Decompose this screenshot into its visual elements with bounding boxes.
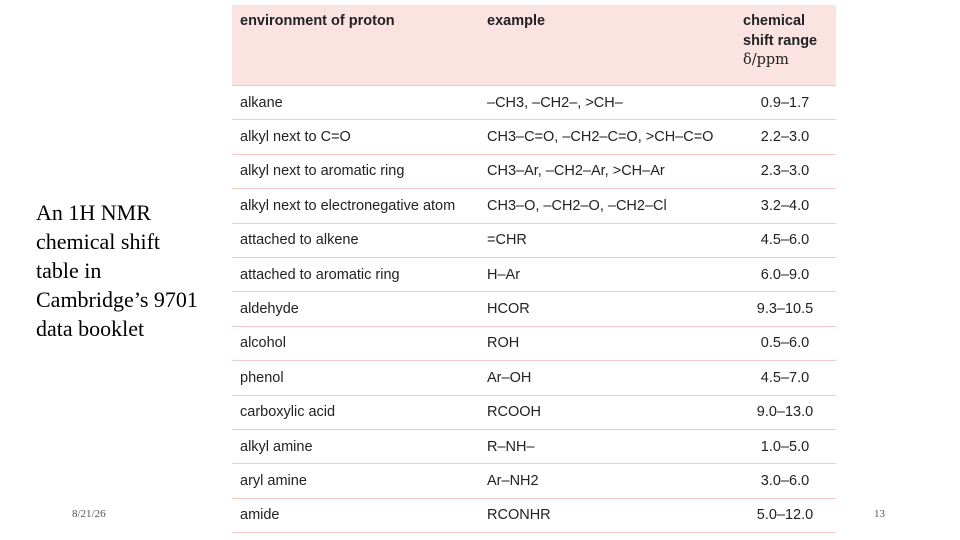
cell-example: Ar–NH2 bbox=[479, 464, 734, 498]
cell-example: CH3–C=O, –CH2–C=O, >CH–C=O bbox=[479, 120, 734, 154]
cell-environment: attached to aromatic ring bbox=[232, 257, 479, 291]
header-example: example bbox=[479, 5, 734, 86]
table-row bbox=[232, 395, 836, 429]
cell-example: CH3–Ar, –CH2–Ar, >CH–Ar bbox=[479, 154, 734, 188]
cell-example: H–Ar bbox=[479, 257, 734, 291]
cell-shift-range: 2.2–3.0 bbox=[734, 120, 836, 154]
cell-example: =CHR bbox=[479, 223, 734, 257]
header-shift-range-line1: chemical bbox=[743, 13, 806, 29]
cell-shift-range: 6.0–9.0 bbox=[734, 257, 836, 291]
nmr-shift-table bbox=[232, 5, 836, 533]
cell-shift-range: 4.5–7.0 bbox=[734, 361, 836, 395]
cell-shift-range: 0.9–1.7 bbox=[734, 86, 836, 120]
cell-environment: alkyl next to electronegative atom bbox=[232, 189, 479, 223]
table-row bbox=[232, 223, 836, 257]
cell-environment: attached to alkene bbox=[232, 223, 479, 257]
table-row bbox=[232, 257, 836, 291]
cell-environment: alkyl next to aromatic ring bbox=[232, 154, 479, 188]
header-shift-range-line2: shift range bbox=[743, 32, 818, 49]
cell-shift-range: 2.3–3.0 bbox=[734, 154, 836, 188]
table-row bbox=[232, 464, 836, 498]
cell-shift-range: 5.0–12.0 bbox=[734, 498, 836, 532]
cell-shift-range: 1.0–5.0 bbox=[734, 429, 836, 463]
table-header-row bbox=[232, 5, 836, 86]
cell-shift-range: 3.0–6.0 bbox=[734, 464, 836, 498]
cell-shift-range: 9.3–10.5 bbox=[734, 292, 836, 326]
cell-example: R–NH– bbox=[479, 429, 734, 463]
table-row bbox=[232, 292, 836, 326]
table-body bbox=[232, 86, 836, 533]
table-row bbox=[232, 326, 836, 360]
cell-environment: alkyl next to C=O bbox=[232, 120, 479, 154]
table-row bbox=[232, 189, 836, 223]
cell-environment: alcohol bbox=[232, 326, 479, 360]
cell-environment: alkyl amine bbox=[232, 429, 479, 463]
cell-example: Ar–OH bbox=[479, 361, 734, 395]
cell-environment: aldehyde bbox=[232, 292, 479, 326]
cell-environment: phenol bbox=[232, 361, 479, 395]
cell-shift-range: 9.0–13.0 bbox=[734, 395, 836, 429]
table-row bbox=[232, 120, 836, 154]
cell-environment: alkane bbox=[232, 86, 479, 120]
cell-example: RCOOH bbox=[479, 395, 734, 429]
table-row bbox=[232, 86, 836, 120]
table-row bbox=[232, 361, 836, 395]
header-shift-range bbox=[734, 5, 836, 86]
cell-example: HCOR bbox=[479, 292, 734, 326]
cell-environment: carboxylic acid bbox=[232, 395, 479, 429]
slide-caption: An 1H NMR chemical shift table in Cambridge’s 9701 data booklet bbox=[36, 200, 198, 341]
cell-example: CH3–O, –CH2–O, –CH2–Cl bbox=[479, 189, 734, 223]
table-row bbox=[232, 498, 836, 532]
cell-shift-range: 3.2–4.0 bbox=[734, 189, 836, 223]
table-row bbox=[232, 154, 836, 188]
cell-environment: aryl amine bbox=[232, 464, 479, 498]
cell-environment: amide bbox=[232, 498, 479, 532]
slide-date: 8/21/26 bbox=[72, 508, 106, 520]
cell-example: ROH bbox=[479, 326, 734, 360]
header-environment: environment of proton bbox=[232, 5, 479, 86]
cell-example: –CH3, –CH2–, >CH– bbox=[479, 86, 734, 120]
slide-page-number: 13 bbox=[874, 508, 885, 520]
table-row bbox=[232, 429, 836, 463]
cell-shift-range: 4.5–6.0 bbox=[734, 223, 836, 257]
cell-example: RCONHR bbox=[479, 498, 734, 532]
cell-shift-range: 0.5–6.0 bbox=[734, 326, 836, 360]
header-shift-range-unit: δ/ppm bbox=[743, 52, 789, 68]
